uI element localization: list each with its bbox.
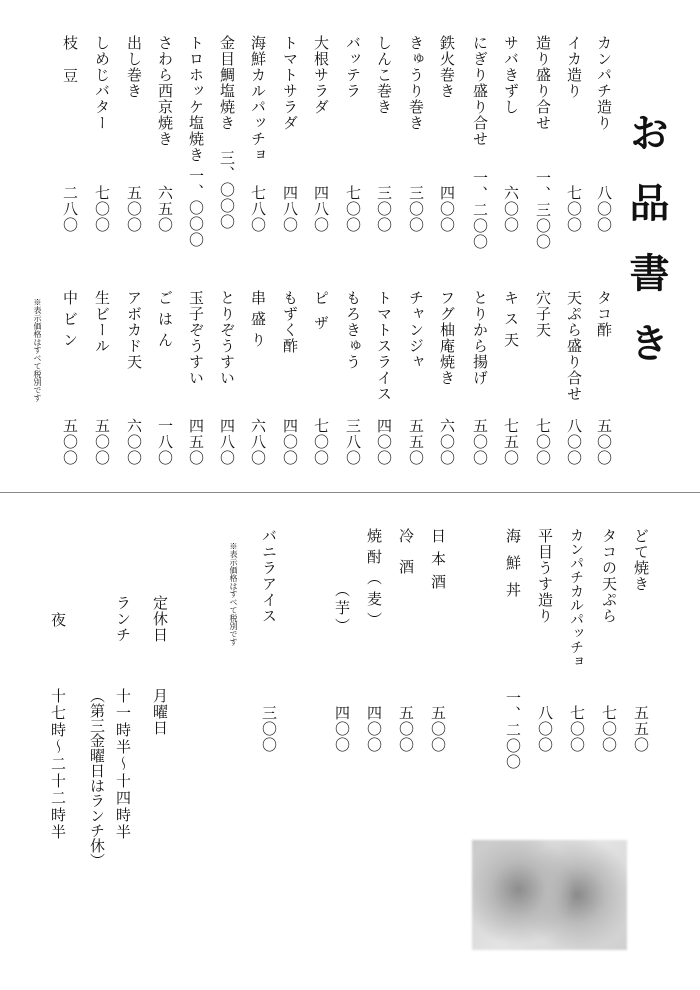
- menu-item-price: 二八〇: [61, 185, 79, 233]
- menu-item-price: 五〇〇: [125, 185, 143, 233]
- lunch-label: ランチ: [114, 595, 132, 643]
- menu-item-price: 七五〇: [502, 418, 520, 466]
- drink-price: 四〇〇: [333, 705, 351, 753]
- menu-item-price: 七〇〇: [534, 418, 552, 466]
- menu-item-name: フグ柚庵焼き: [438, 290, 456, 386]
- menu-item-price: 五〇〇: [595, 418, 613, 466]
- menu-item-name: 平目うす造り: [536, 528, 554, 624]
- menu-item-price: 七〇〇: [568, 705, 586, 753]
- menu-item-name: トロホッケ塩焼き: [187, 35, 205, 163]
- menu-item-name: 中ビン: [61, 290, 79, 353]
- drink-name: 焼酎（麦）: [365, 528, 383, 633]
- menu-item-name: トマトスライス: [375, 290, 393, 402]
- drink-price: 四〇〇: [365, 705, 383, 753]
- menu-item-name: カンパチ造り: [595, 35, 613, 131]
- menu-item-price: 六〇〇: [125, 418, 143, 466]
- tax-note: ※表示価格はすべて税別です: [33, 298, 42, 402]
- menu-item-name: アボカド天: [125, 290, 143, 370]
- menu-item-price: 六五〇: [156, 185, 174, 233]
- menu-item-price: 七〇〇: [565, 185, 583, 233]
- menu-item-price: 八〇〇: [595, 185, 613, 233]
- menu-item-price: 五五〇: [632, 705, 650, 753]
- menu-item-price: 四〇〇: [281, 418, 299, 466]
- menu-item-name: 串盛り: [249, 290, 267, 353]
- menu-item-name: 枝豆: [61, 35, 79, 101]
- menu-item-price: 七八〇: [249, 185, 267, 233]
- menu-item-price: 四〇〇: [375, 418, 393, 466]
- menu-item-price: 三八〇: [344, 418, 362, 466]
- menu-item-price: 四八〇: [218, 418, 236, 466]
- menu-item-name: 出し巻き: [125, 35, 143, 99]
- menu-item-name: 生ビール: [93, 290, 111, 354]
- blurred-photo: [472, 840, 627, 950]
- menu-item-name: どて焼き: [632, 528, 650, 592]
- menu-item-price: 一八〇: [156, 418, 174, 466]
- menu-item-name: タコ酢: [595, 290, 613, 338]
- menu-item-name: にぎり盛り合せ: [471, 35, 489, 147]
- drink-price: 五〇〇: [429, 705, 447, 753]
- menu-item-name: 海鮮丼: [504, 528, 522, 609]
- menu-item-price: 八〇〇: [536, 705, 554, 753]
- menu-item-price: 四八〇: [312, 185, 330, 233]
- menu-item-price: 一、二〇〇: [471, 170, 489, 250]
- drink-name: （芋）: [333, 582, 351, 636]
- menu-item-name: さわら西京焼き: [156, 35, 174, 147]
- menu-item-price: 四五〇: [187, 418, 205, 466]
- menu-item-price: 八〇〇: [565, 418, 583, 466]
- menu-item-price: 一、二〇〇: [504, 690, 522, 770]
- menu-item-name: 鉄火巻き: [438, 35, 456, 99]
- menu-item-price: 六〇〇: [502, 185, 520, 233]
- menu-item-name: キス天: [502, 290, 520, 353]
- menu-item-name: もずく酢: [281, 290, 299, 354]
- drink-price: 五〇〇: [397, 705, 415, 753]
- drink-name: 冷酒: [397, 528, 415, 590]
- menu-item-price: 五〇〇: [471, 418, 489, 466]
- drink-name: 日本酒: [429, 528, 447, 597]
- lunch-note: （第三金曜日はランチ休）: [88, 688, 106, 868]
- menu-item-name: もろきゅう: [344, 290, 362, 370]
- lunch-hours: 十一時半〜十四時半: [114, 688, 132, 841]
- dessert-price: 三〇〇: [260, 705, 278, 753]
- closed-day-value: 月曜日: [151, 688, 169, 736]
- menu-item-price: 三〇〇: [375, 185, 393, 233]
- menu-item-price: 五〇〇: [93, 418, 111, 466]
- menu-item-name: イカ造り: [565, 35, 583, 99]
- menu-item-price: 三、〇〇〇: [218, 150, 236, 230]
- menu-item-price: 七〇〇: [344, 185, 362, 233]
- night-hours: 十七時〜二十二時半: [49, 688, 67, 841]
- dessert-name: バニラアイス: [260, 528, 278, 624]
- menu-item-price: 四〇〇: [438, 185, 456, 233]
- menu-item-name: チャンジャ: [407, 290, 425, 370]
- menu-item-price: 四八〇: [281, 185, 299, 233]
- menu-item-price: 六八〇: [249, 418, 267, 466]
- menu-item-name: サバきずし: [502, 35, 520, 115]
- menu-item-name: とりぞうすい: [218, 290, 236, 386]
- menu-item-name: タコの天ぷら: [600, 528, 618, 624]
- menu-item-name: しんこ巻き: [375, 35, 393, 115]
- menu-item-price: 五〇〇: [61, 418, 79, 466]
- closed-day-label: 定休日: [151, 595, 169, 643]
- menu-item-price: 三〇〇: [407, 185, 425, 233]
- menu-item-name: とりから揚げ: [471, 290, 489, 386]
- menu-item-name: バッテラ: [344, 35, 362, 99]
- menu-item-name: しめじバター: [93, 35, 111, 131]
- menu-item-price: 六〇〇: [438, 418, 456, 466]
- menu-item-name: ごはん: [156, 290, 174, 353]
- menu-item-name: 金目鯛塩焼き: [218, 35, 236, 131]
- menu-item-name: トマトサラダ: [281, 35, 299, 131]
- section-divider: [0, 492, 700, 493]
- menu-item-price: 一、三〇〇: [534, 170, 552, 250]
- menu-item-price: 七〇〇: [93, 185, 111, 233]
- menu-item-name: 大根サラダ: [312, 35, 330, 115]
- night-label: 夜: [49, 612, 67, 628]
- menu-item-price: 七〇〇: [312, 418, 330, 466]
- menu-item-name: 造り盛り合せ: [534, 35, 552, 131]
- page-title: お品書き: [623, 112, 670, 392]
- menu-item-name: カンパチカルパッチョ: [568, 528, 584, 668]
- menu-item-price: 五五〇: [407, 418, 425, 466]
- menu-item-name: ピザ: [312, 290, 330, 340]
- menu-item-name: 海鮮カルパッチョ: [249, 35, 267, 163]
- menu-item-price: 七〇〇: [600, 705, 618, 753]
- menu-item-name: 玉子ぞうすい: [187, 290, 205, 386]
- tax-note: ※表示価格はすべて税別です: [229, 542, 238, 646]
- menu-item-price: 一、〇〇〇: [187, 168, 205, 248]
- menu-item-name: 穴子天: [534, 290, 552, 338]
- menu-item-name: きゅうり巻き: [407, 35, 425, 131]
- menu-item-name: 天ぷら盛り合せ: [565, 290, 583, 402]
